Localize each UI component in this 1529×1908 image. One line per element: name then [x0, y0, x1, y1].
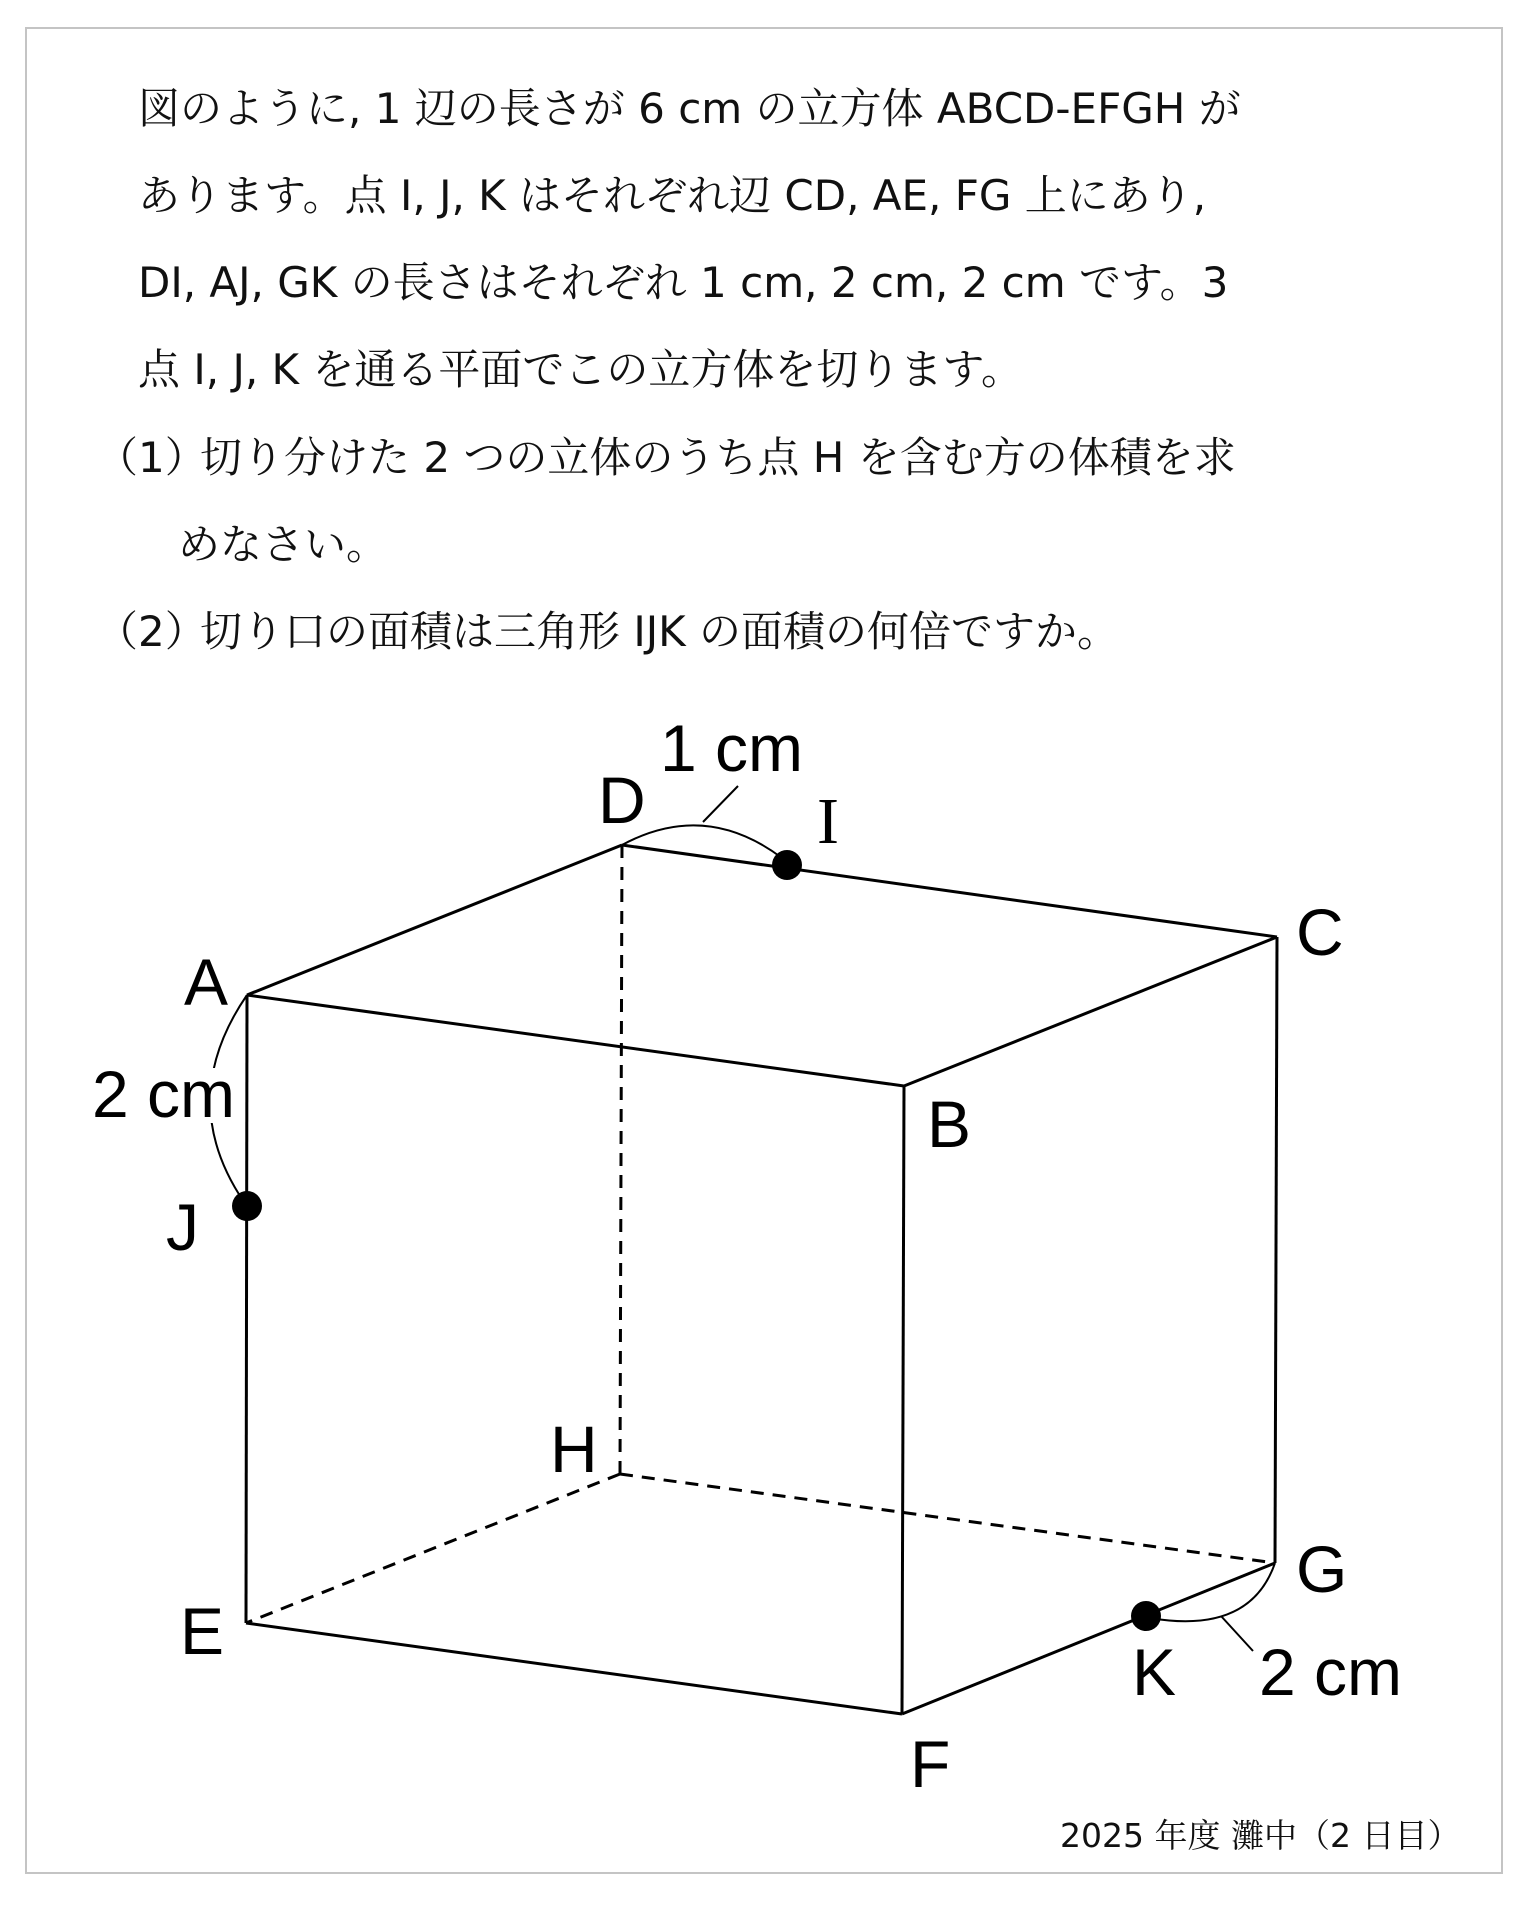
question-1-number: （1）: [96, 433, 207, 482]
edge-HE: [246, 1474, 620, 1623]
edge-DC: [622, 845, 1277, 937]
label-I: I: [817, 785, 839, 858]
label-F: F: [910, 1727, 951, 1801]
label-H: H: [550, 1412, 598, 1486]
label-B: B: [927, 1087, 972, 1161]
problem-line-4: 点 I, J, K を通る平面でこの立方体を切ります。: [138, 345, 1024, 394]
dimension-label-AJ: 2 cm: [92, 1057, 236, 1131]
dimension-label-DI: 1 cm: [660, 711, 804, 785]
edge-BF: [902, 1086, 904, 1714]
edge-AB: [247, 995, 904, 1086]
edge-AE: [246, 995, 247, 1623]
point-J-marker: [232, 1191, 262, 1221]
hidden-edges: [246, 845, 1275, 1623]
problem-line-1: 図のように, 1 辺の長さが 6 cm の立方体 ABCD-EFGH が: [138, 84, 1241, 133]
question-1-text: 切り分けた 2 つの立体のうち点 H を含む方の体積を求: [200, 433, 1236, 482]
visible-edges: [246, 845, 1277, 1714]
question-1-continuation: めなさい。: [178, 520, 389, 569]
label-D: D: [598, 763, 646, 837]
point-K-marker: [1131, 1601, 1161, 1631]
label-E: E: [180, 1594, 225, 1668]
edge-DH: [620, 845, 622, 1474]
label-A: A: [184, 945, 229, 1019]
edge-EF: [246, 1623, 902, 1714]
arc-DI: [622, 825, 782, 858]
question-2-number: （2）: [96, 607, 207, 656]
edge-BC: [904, 937, 1277, 1086]
dimension-label-GK: 2 cm: [1259, 1635, 1403, 1709]
leader-GK: [1221, 1616, 1253, 1651]
leader-DI: [703, 786, 738, 822]
problem-line-2: あります。点 I, J, K はそれぞれ辺 CD, AE, FG 上にあり,: [138, 171, 1207, 220]
edge-FG: [902, 1563, 1275, 1714]
label-G: G: [1296, 1532, 1348, 1606]
label-K: K: [1132, 1635, 1177, 1709]
question-2-text: 切り口の面積は三角形 IJK の面積の何倍ですか。: [200, 607, 1120, 656]
point-I-marker: [772, 850, 802, 880]
label-J: J: [166, 1190, 199, 1264]
edge-HG: [620, 1474, 1275, 1563]
edge-AD: [247, 845, 622, 995]
source-footer: 2025 年度 灘中（2 日目）: [1060, 1816, 1461, 1855]
edge-CG: [1275, 937, 1277, 1563]
label-C: C: [1296, 895, 1344, 969]
problem-line-3: DI, AJ, GK の長さはそれぞれ 1 cm, 2 cm, 2 cm です。3: [138, 258, 1229, 307]
